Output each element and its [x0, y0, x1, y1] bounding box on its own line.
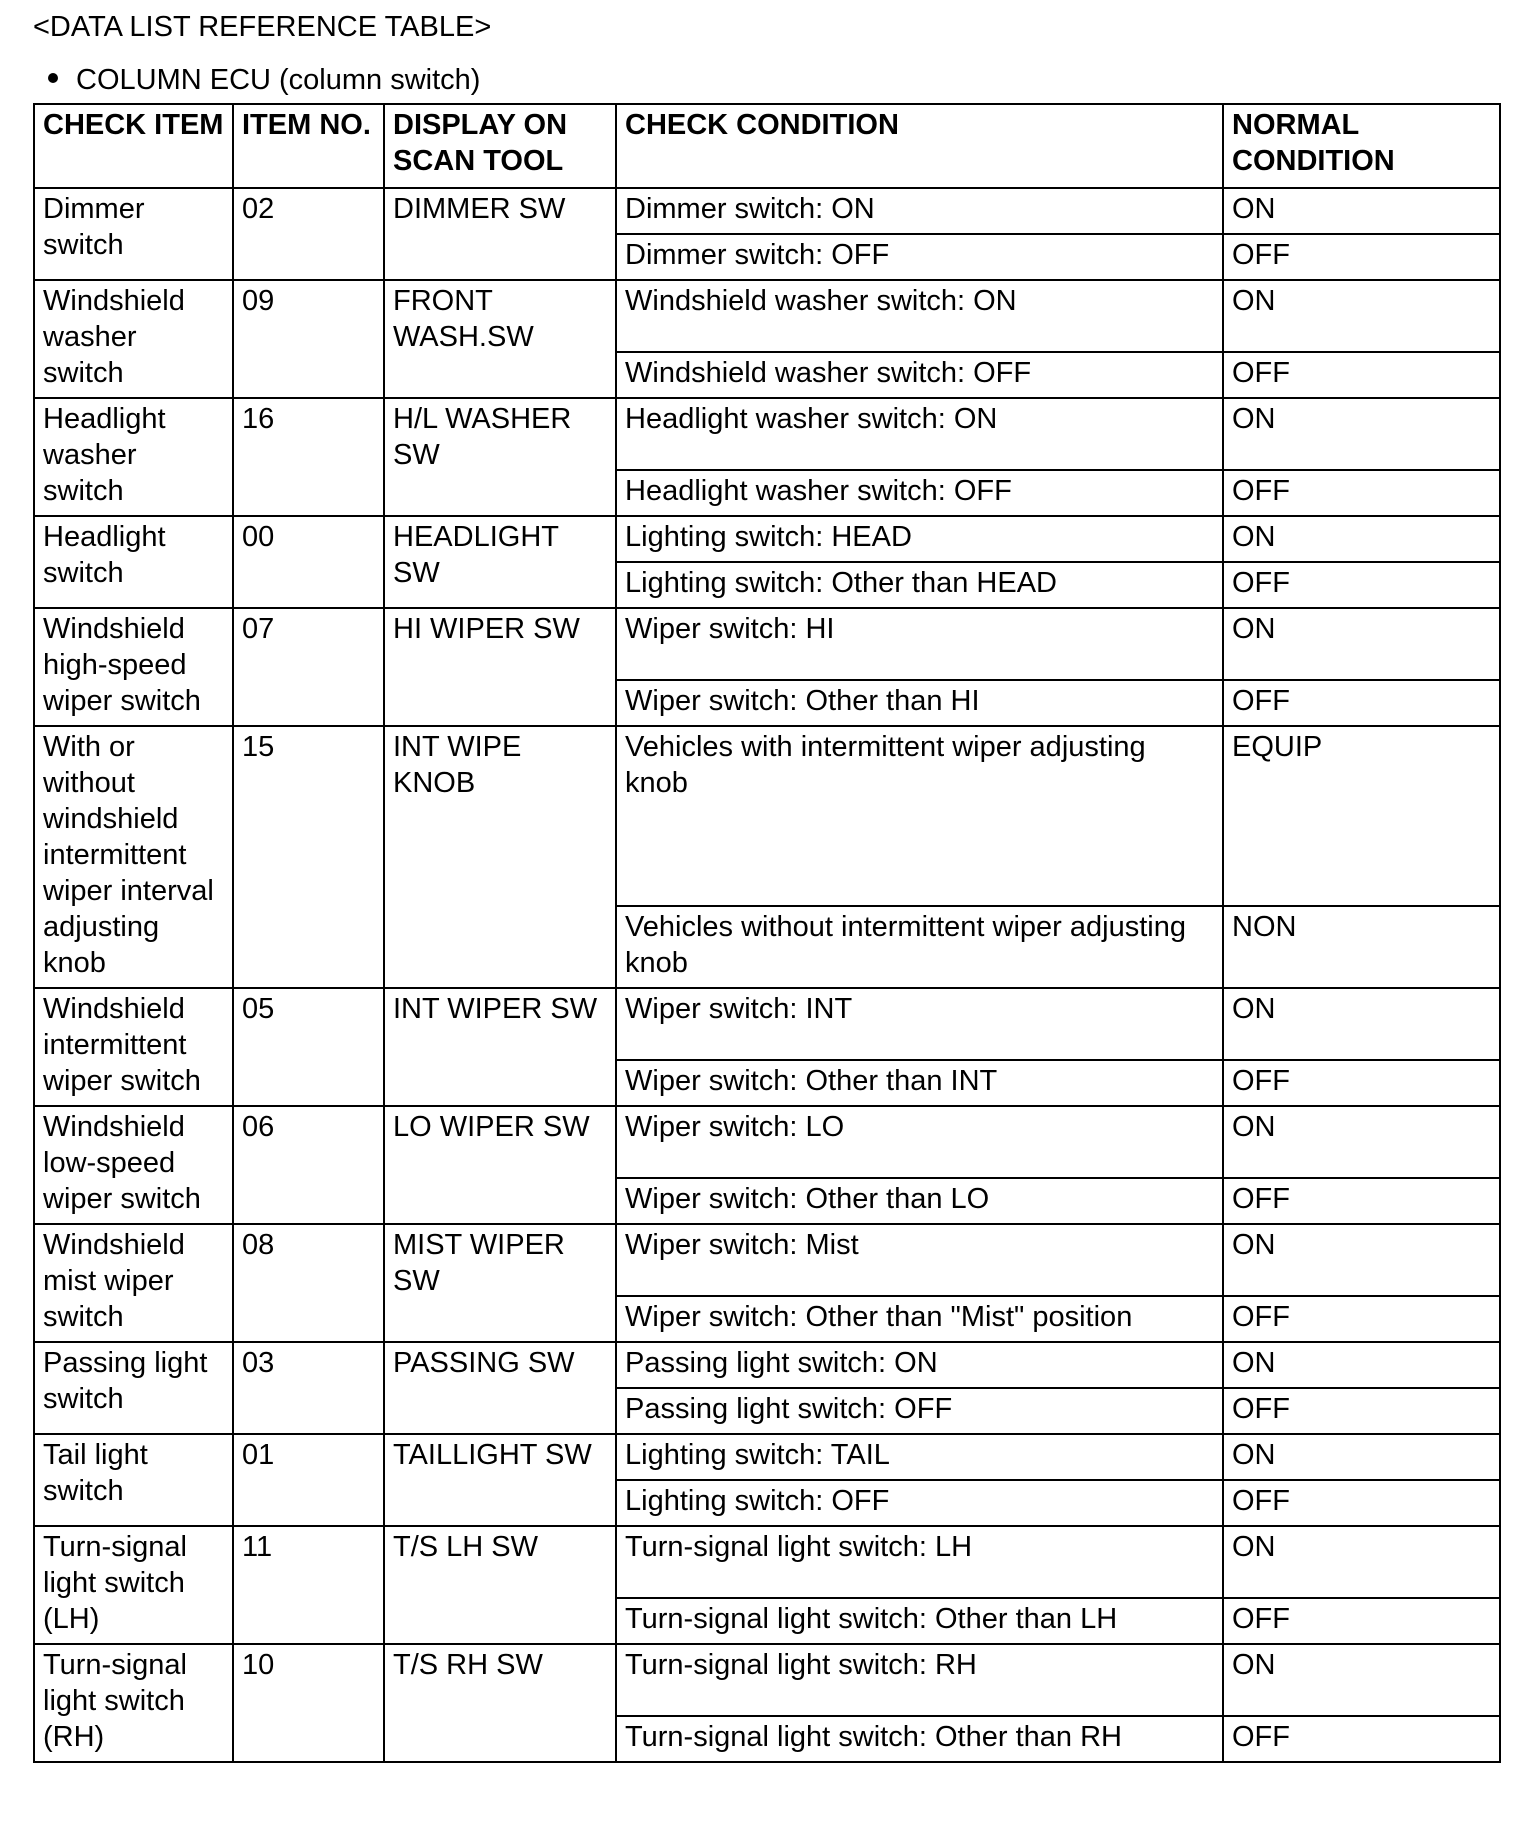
- normal-condition-cell: OFF: [1223, 1388, 1500, 1434]
- check-item-cell: Windshield low-speed wiper switch: [34, 1106, 233, 1224]
- display-cell: T/S LH SW: [384, 1526, 616, 1644]
- normal-condition-cell: ON: [1223, 1434, 1500, 1480]
- page-title: <DATA LIST REFERENCE TABLE>: [33, 11, 492, 43]
- check-condition-cell: Headlight washer switch: OFF: [616, 470, 1223, 516]
- check-condition-cell: Wiper switch: Other than "Mist" position: [616, 1296, 1223, 1342]
- normal-condition-cell: OFF: [1223, 1296, 1500, 1342]
- check-condition-cell: Dimmer switch: OFF: [616, 234, 1223, 280]
- table-row: [34, 1224, 1500, 1296]
- normal-condition-cell: ON: [1223, 280, 1500, 352]
- normal-condition-cell: ON: [1223, 1106, 1500, 1178]
- data-list-reference-table: [33, 103, 1501, 1763]
- normal-condition-cell: OFF: [1223, 680, 1500, 726]
- display-cell: FRONT WASH.SW: [384, 280, 616, 398]
- item-no-cell: 11: [233, 1526, 384, 1644]
- check-item-cell: Headlight switch: [34, 516, 233, 608]
- item-no-cell: 08: [233, 1224, 384, 1342]
- display-cell: H/L WASHER SW: [384, 398, 616, 516]
- normal-condition-cell: OFF: [1223, 1178, 1500, 1224]
- check-item-cell: Turn-signal light switch (LH): [34, 1526, 233, 1644]
- normal-condition-cell: OFF: [1223, 470, 1500, 516]
- check-condition-cell: Lighting switch: OFF: [616, 1480, 1223, 1526]
- display-cell: HI WIPER SW: [384, 608, 616, 726]
- header-display-on-scan-tool: DISPLAY ON SCAN TOOL: [384, 104, 616, 188]
- header-item-no: ITEM NO.: [233, 104, 384, 188]
- table-row: [34, 1106, 1500, 1178]
- check-condition-cell: Turn-signal light switch: RH: [616, 1644, 1223, 1716]
- check-condition-cell: Passing light switch: OFF: [616, 1388, 1223, 1434]
- item-no-cell: 09: [233, 280, 384, 398]
- table-row: [34, 1342, 1500, 1388]
- normal-condition-cell: EQUIP: [1223, 726, 1500, 906]
- check-condition-cell: Vehicles without intermittent wiper adjusting knob: [616, 906, 1223, 988]
- normal-condition-cell: ON: [1223, 398, 1500, 470]
- bullet-icon: [48, 73, 58, 83]
- normal-condition-cell: OFF: [1223, 352, 1500, 398]
- check-condition-cell: Wiper switch: INT: [616, 988, 1223, 1060]
- table-row: [34, 188, 1500, 234]
- check-condition-cell: Wiper switch: Other than HI: [616, 680, 1223, 726]
- normal-condition-cell: OFF: [1223, 1060, 1500, 1106]
- section-subtitle: [48, 63, 480, 97]
- item-no-cell: 02: [233, 188, 384, 280]
- check-condition-cell: Windshield washer switch: OFF: [616, 352, 1223, 398]
- check-condition-cell: Turn-signal light switch: Other than RH: [616, 1716, 1223, 1762]
- normal-condition-cell: ON: [1223, 516, 1500, 562]
- display-cell: MIST WIPER SW: [384, 1224, 616, 1342]
- item-no-cell: 01: [233, 1434, 384, 1526]
- normal-condition-cell: OFF: [1223, 234, 1500, 280]
- item-no-cell: 05: [233, 988, 384, 1106]
- check-item-cell: Passing light switch: [34, 1342, 233, 1434]
- check-condition-cell: Wiper switch: HI: [616, 608, 1223, 680]
- normal-condition-cell: ON: [1223, 1224, 1500, 1296]
- display-cell: HEADLIGHT SW: [384, 516, 616, 608]
- header-check-item: CHECK ITEM: [34, 104, 233, 188]
- item-no-cell: 07: [233, 608, 384, 726]
- display-cell: INT WIPE KNOB: [384, 726, 616, 988]
- display-cell: LO WIPER SW: [384, 1106, 616, 1224]
- normal-condition-cell: OFF: [1223, 1716, 1500, 1762]
- check-item-cell: Turn-signal light switch (RH): [34, 1644, 233, 1762]
- check-condition-cell: Wiper switch: LO: [616, 1106, 1223, 1178]
- check-condition-cell: Vehicles with intermittent wiper adjusting knob: [616, 726, 1223, 906]
- check-item-cell: With or without windshield intermittent wiper interval adjusting knob: [34, 726, 233, 988]
- display-cell: INT WIPER SW: [384, 988, 616, 1106]
- table-body: [34, 188, 1500, 1762]
- check-item-cell: Windshield mist wiper switch: [34, 1224, 233, 1342]
- table-row: [34, 280, 1500, 352]
- check-condition-cell: Passing light switch: ON: [616, 1342, 1223, 1388]
- table-row: [34, 1644, 1500, 1716]
- check-item-cell: Windshield high-speed wiper switch: [34, 608, 233, 726]
- check-item-cell: Windshield intermittent wiper switch: [34, 988, 233, 1106]
- normal-condition-cell: ON: [1223, 1342, 1500, 1388]
- check-condition-cell: Lighting switch: TAIL: [616, 1434, 1223, 1480]
- check-condition-cell: Headlight washer switch: ON: [616, 398, 1223, 470]
- check-item-cell: Windshield washer switch: [34, 280, 233, 398]
- table-row: [34, 398, 1500, 470]
- normal-condition-cell: OFF: [1223, 1480, 1500, 1526]
- normal-condition-cell: NON: [1223, 906, 1500, 988]
- table-row: [34, 1434, 1500, 1480]
- display-cell: PASSING SW: [384, 1342, 616, 1434]
- item-no-cell: 16: [233, 398, 384, 516]
- display-cell: TAILLIGHT SW: [384, 1434, 616, 1526]
- normal-condition-cell: ON: [1223, 988, 1500, 1060]
- item-no-cell: 03: [233, 1342, 384, 1434]
- table-row: [34, 608, 1500, 680]
- item-no-cell: 10: [233, 1644, 384, 1762]
- normal-condition-cell: OFF: [1223, 562, 1500, 608]
- normal-condition-cell: ON: [1223, 608, 1500, 680]
- table-header-row: [34, 104, 1500, 188]
- check-condition-cell: Lighting switch: HEAD: [616, 516, 1223, 562]
- table-row: [34, 516, 1500, 562]
- normal-condition-cell: ON: [1223, 1644, 1500, 1716]
- section-subtitle-text: COLUMN ECU (column switch): [76, 64, 481, 96]
- check-condition-cell: Wiper switch: Other than INT: [616, 1060, 1223, 1106]
- item-no-cell: 00: [233, 516, 384, 608]
- item-no-cell: 06: [233, 1106, 384, 1224]
- item-no-cell: 15: [233, 726, 384, 988]
- check-item-cell: Dimmer switch: [34, 188, 233, 280]
- check-item-cell: Tail light switch: [34, 1434, 233, 1526]
- header-check-condition: CHECK CONDITION: [616, 104, 1223, 188]
- check-condition-cell: Dimmer switch: ON: [616, 188, 1223, 234]
- check-condition-cell: Turn-signal light switch: Other than LH: [616, 1598, 1223, 1644]
- display-cell: DIMMER SW: [384, 188, 616, 280]
- normal-condition-cell: ON: [1223, 188, 1500, 234]
- table-row: [34, 1526, 1500, 1598]
- check-condition-cell: Windshield washer switch: ON: [616, 280, 1223, 352]
- table-row: [34, 988, 1500, 1060]
- check-condition-cell: Turn-signal light switch: LH: [616, 1526, 1223, 1598]
- header-normal-condition: NORMAL CONDITION: [1223, 104, 1500, 188]
- normal-condition-cell: ON: [1223, 1526, 1500, 1598]
- check-condition-cell: Lighting switch: Other than HEAD: [616, 562, 1223, 608]
- check-condition-cell: Wiper switch: Other than LO: [616, 1178, 1223, 1224]
- table-row: [34, 726, 1500, 906]
- check-item-cell: Headlight washer switch: [34, 398, 233, 516]
- check-condition-cell: Wiper switch: Mist: [616, 1224, 1223, 1296]
- display-cell: T/S RH SW: [384, 1644, 616, 1762]
- normal-condition-cell: OFF: [1223, 1598, 1500, 1644]
